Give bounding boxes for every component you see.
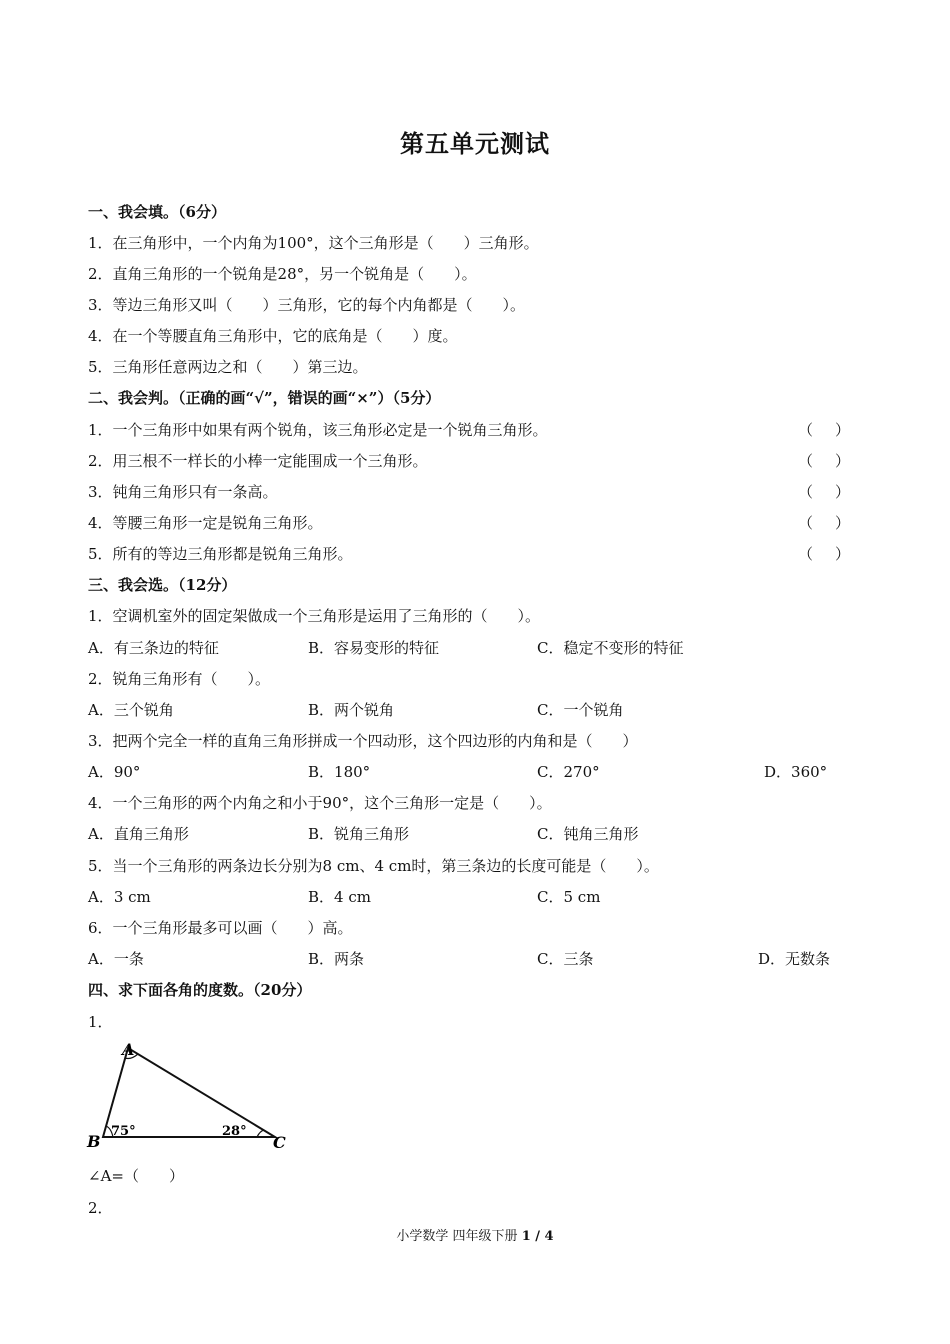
paren-open: （ bbox=[798, 545, 814, 563]
paren-close: ） bbox=[834, 452, 850, 470]
option-b: B．180° bbox=[308, 763, 371, 781]
angle-c-arc bbox=[257, 1130, 264, 1137]
s3-question-6: 6．一个三角形最多可以画（ ）高。 bbox=[88, 919, 353, 937]
vertex-c-label: C bbox=[273, 1133, 286, 1152]
option-c: C．一个锐角 bbox=[537, 701, 624, 719]
s3-question-2: 2．锐角三角形有（ ）。 bbox=[88, 670, 271, 688]
option-a: A．有三条边的特征 bbox=[88, 639, 219, 657]
answer-angle-a: ∠A=（ ） bbox=[88, 1167, 184, 1185]
option-c: C．三条 bbox=[537, 950, 594, 968]
s4-question-1-number: 1． bbox=[88, 1013, 113, 1031]
s2-question-4: 4．等腰三角形一定是锐角三角形。 bbox=[88, 514, 323, 532]
paren-open: （ bbox=[798, 514, 814, 532]
option-c: C．稳定不变形的特征 bbox=[537, 639, 684, 657]
paren-close: ） bbox=[834, 483, 850, 501]
option-b: B．锐角三角形 bbox=[308, 825, 410, 843]
option-b: B．4 cm bbox=[308, 888, 371, 906]
option-d: D．360° bbox=[764, 763, 828, 781]
angle-c-label: 28° bbox=[222, 1124, 247, 1139]
s2-question-3: 3．钝角三角形只有一条高。 bbox=[88, 483, 278, 501]
s3-question-4: 4．一个三角形的两个内角之和小于90°，这个三角形一定是（ ）。 bbox=[88, 794, 552, 812]
vertex-a-label: A bbox=[122, 1040, 135, 1059]
option-a: A．直角三角形 bbox=[88, 825, 189, 843]
option-a: A．90° bbox=[88, 763, 141, 781]
answer-blank bbox=[798, 420, 850, 440]
section-4-heading: 四、求下面各角的度数。（20分） bbox=[88, 981, 312, 999]
option-c: C．5 cm bbox=[537, 888, 601, 906]
s2-question-5: 5．所有的等边三角形都是锐角三角形。 bbox=[88, 545, 353, 563]
section-3-heading: 三、我会选。（12分） bbox=[88, 576, 237, 594]
paren-close: ） bbox=[834, 421, 850, 439]
angle-b-label: 75° bbox=[111, 1124, 136, 1139]
s2-question-2: 2．用三根不一样长的小棒一定能围成一个三角形。 bbox=[88, 452, 428, 470]
option-a: A．3 cm bbox=[88, 888, 151, 906]
answer-blank bbox=[798, 482, 850, 502]
option-a: A．一条 bbox=[88, 950, 144, 968]
s4-question-2-number: 2． bbox=[88, 1199, 113, 1217]
s1-question-2: 2．直角三角形的一个锐角是28°，另一个锐角是（ ）。 bbox=[88, 265, 477, 283]
option-c: C．钝角三角形 bbox=[537, 825, 639, 843]
s1-question-3: 3．等边三角形又叫（ ）三角形，它的每个内角都是（ ）。 bbox=[88, 296, 526, 314]
vertex-b-label: B bbox=[87, 1132, 101, 1151]
paren-close: ） bbox=[834, 545, 850, 563]
paren-open: （ bbox=[798, 421, 814, 439]
paren-open: （ bbox=[798, 483, 814, 501]
section-1-heading: 一、我会填。（6分） bbox=[88, 203, 226, 221]
s3-question-1: 1．空调机室外的固定架做成一个三角形是运用了三角形的（ ）。 bbox=[88, 607, 541, 625]
answer-blank bbox=[798, 451, 850, 471]
triangle-figure bbox=[82, 1036, 302, 1156]
paren-open: （ bbox=[798, 452, 814, 470]
section-2-heading: 二、我会判。（正确的画“√”，错误的画“×”）（5分） bbox=[88, 389, 441, 407]
page-title: 第五单元测试 bbox=[400, 129, 550, 158]
page-number: 1 / 4 bbox=[521, 1229, 554, 1244]
option-b: B．两个锐角 bbox=[308, 701, 395, 719]
s1-question-5: 5．三角形任意两边之和（ ）第三边。 bbox=[88, 358, 368, 376]
s3-question-3: 3．把两个完全一样的直角三角形拼成一个四动形，这个四边形的内角和是（ ） bbox=[88, 732, 638, 750]
option-b: B．两条 bbox=[308, 950, 365, 968]
option-b: B．容易变形的特征 bbox=[308, 639, 440, 657]
option-a: A．三个锐角 bbox=[88, 701, 174, 719]
page-footer bbox=[0, 1228, 950, 1246]
s2-question-1: 1．一个三角形中如果有两个锐角，该三角形必定是一个锐角三角形。 bbox=[88, 421, 548, 439]
s3-question-5: 5．当一个三角形的两条边长分别为8 cm、4 cm时，第三条边的长度可能是（ ）。 bbox=[88, 857, 659, 875]
footer-text: 小学数学 四年级下册 bbox=[396, 1229, 518, 1244]
s1-question-1: 1．在三角形中，一个内角为100°，这个三角形是（ ）三角形。 bbox=[88, 234, 539, 252]
option-d: D．无数条 bbox=[758, 950, 831, 968]
s1-question-4: 4．在一个等腰直角三角形中，它的底角是（ ）度。 bbox=[88, 327, 458, 345]
answer-blank bbox=[798, 544, 850, 564]
option-c: C．270° bbox=[537, 763, 600, 781]
paren-close: ） bbox=[834, 514, 850, 532]
answer-blank bbox=[798, 513, 850, 533]
